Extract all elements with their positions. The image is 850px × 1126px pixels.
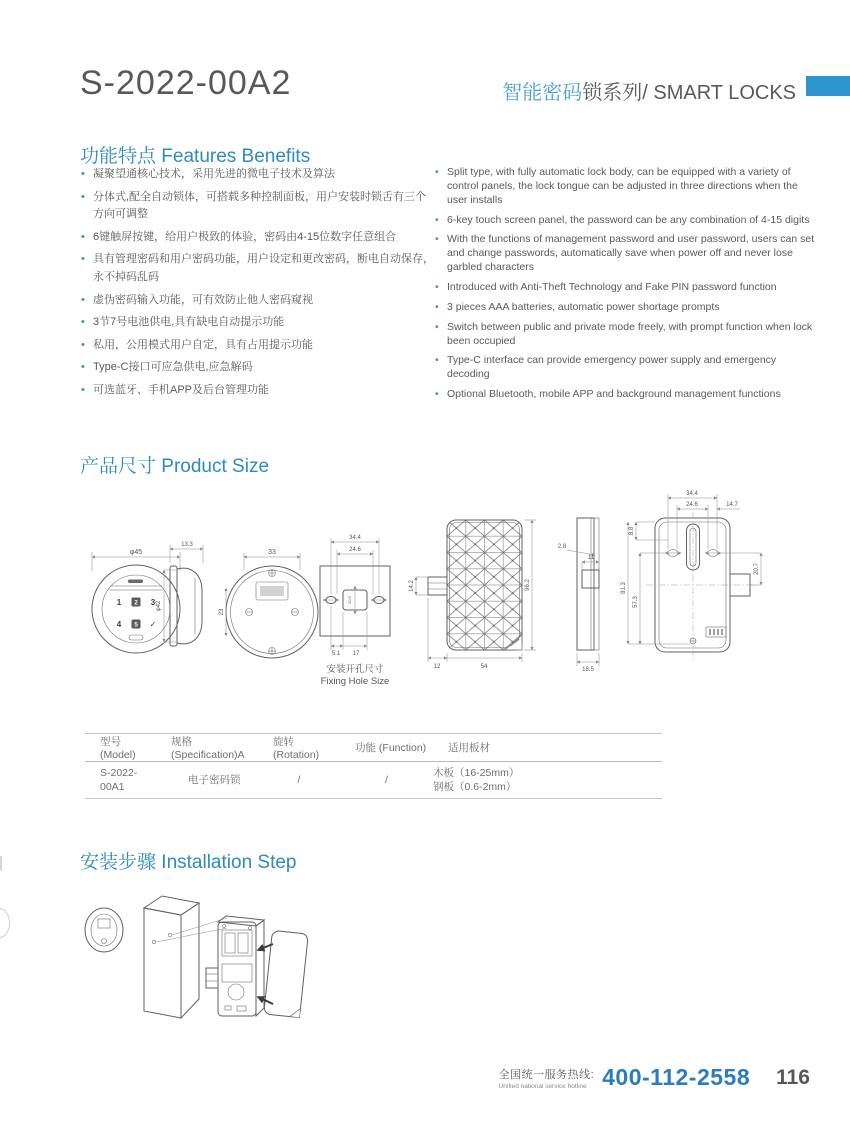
drawing-keypad-front [92,549,180,653]
dim-hole-b2: 17 [352,651,360,657]
feature-item-cn: • 虚伪密码输入功能，可有效防止他人密码窥视 [80,292,434,310]
feature-item-en: • Split type, with fully automatic lock body, can be equipped with a variety of control panels, the lock tongue can be adjusted in three directions when the user installs [434,166,816,208]
feature-item-cn: • 具有管理密码和用户密码功能，用户设定和更改密码，断电自动保存，永不掉码乱码 [80,251,434,286]
dim-back-w: 33 [268,549,276,556]
features-title-en: Features Benefits [161,146,311,167]
footer [0,1064,850,1091]
dim-body-tongue: 14.2 [409,580,415,592]
print-edge-artifact [0,908,10,938]
dim-back-r: 20.7 [754,563,760,575]
spec-table-row [85,762,662,799]
drawing-fixing-hole [320,535,390,687]
dim-front-dia: φ45 [129,549,143,556]
feature-item-cn: • 私用，公用模式用户自定，具有占用提示功能 [80,337,434,355]
keypad-key-3: 3 [150,598,156,607]
dim-back-w2: 24.6 [686,502,698,508]
dim-hole-b1: 5.1 [331,651,341,657]
feature-item-cn: • 6键触屏按键，给用户极致的体验，密码由4-15位数字任意组合 [80,229,434,247]
cell-material-line2: 钢板（0.6-2mm） [433,781,517,793]
feature-item-cn: • 凝聚望通核心技术，采用先进的微电子技术及算法 [80,166,434,184]
keypad-key-2: 2 [134,599,138,607]
feature-item-en: • Type-C interface can provide emergency power supply and emergency decoding [434,354,816,382]
hotline-number: 400-112-2558 [602,1064,751,1090]
keypad-key-1: 1 [116,598,122,607]
product-size-section-title [80,451,269,478]
dim-bodyside-b: 18.5 [582,667,594,673]
installation-section-title [80,847,297,874]
dim-side-w: 13.3 [181,542,193,548]
drawing-lockbody-back [621,491,761,660]
dim-body-b2: 54 [480,664,488,670]
cell-function: / [340,762,433,799]
series-title-highlight: 智能密码 [502,82,583,104]
feature-item-en: • 6-key touch screen panel, the password can be any combination of 4-15 digits [434,214,816,228]
features-section-title [80,141,310,168]
product-size-title-cn: 产品尺寸 [80,456,157,477]
page-number: 116 [776,1065,810,1089]
col-header-material: 适用板材 [433,734,662,762]
features-section [80,166,816,408]
cell-material [433,762,662,799]
install-cover-panel [264,930,309,1017]
product-size-drawings [80,478,850,713]
page-title-model: S-2022-00A2 [80,64,292,102]
feature-item-cn: • Type-C接口可应急供电,应急解码 [80,359,434,377]
installation-title-cn: 安装步骤 [80,852,157,873]
dim-back-w3: 14.7 [726,502,738,508]
dim-bodyside-w: 11 [587,555,595,561]
series-title-rest: 锁系列/ SMART LOCKS [582,82,796,104]
feature-item-en: • Introduced with Anti-Theft Technology and Fake PIN password function [434,281,816,295]
features-list-en [434,166,816,408]
installation-drawing [80,880,360,1060]
dim-hole-w1: 34.4 [349,535,361,541]
cell-spec: 电子密码锁 [156,762,258,799]
keypad-key-4: 4 [116,620,122,629]
install-door-panel [144,896,199,1018]
dim-hole-center: 20.5 [347,596,352,604]
drawing-keypad-back [219,549,318,658]
dim-back-w1: 34.4 [686,491,698,497]
feature-item-cn: • 可选蓝牙、手机APP及后台管理功能 [80,382,434,400]
series-title [502,76,796,105]
features-list-cn [80,166,434,408]
header-accent-box [806,76,850,96]
col-header-function: 功能 (Function) [340,734,433,762]
keypad-key-5: 5 [134,621,138,629]
fixing-hole-label-en: Fixing Hole Size [320,676,390,687]
dim-side-dia: φ42 [156,600,162,612]
hotline-label [499,1066,595,1090]
feature-item-en: • With the functions of management password and user password, users can set and change passwords, automatically save when power off and never lose garbled characters [434,233,816,275]
dim-back-t: 8.8 [629,526,635,536]
hotline-label-cn: 全国统一服务热线: [498,1068,595,1081]
feature-item-cn: • 分体式,配全自动锁体，可搭载多种控制面板，用户安装时锁舌有三个方向可调整 [80,189,434,224]
dim-bodyside-t: 2.8 [557,544,567,550]
drawing-keypad-side [156,542,203,646]
dim-body-h: 96.2 [525,579,531,591]
install-lock-body [206,916,264,1016]
col-header-rotation: 旋转 (Rotation) [258,734,340,762]
dim-body-b1: 12 [433,664,441,670]
cell-rotation: / [258,762,340,799]
cell-material-line1: 木板（16-25mm） [433,766,520,779]
product-size-title-en: Product Size [161,456,270,477]
drawing-lockbody-side [558,518,599,673]
col-header-spec: 规格 (Specification)A [156,734,258,762]
features-title-cn: 功能特点 [80,146,157,167]
print-edge-artifact [0,856,2,871]
dim-hole-w2: 24.6 [349,547,361,553]
dim-back-h1: 81.3 [621,582,627,594]
hotline-label-en: Unified national service hotline [498,1082,587,1090]
brand-logo-mark [128,580,143,584]
installation-title-en: Installation Step [161,852,297,873]
spec-table [85,733,662,799]
feature-item-en: • 3 pieces AAA batteries, automatic power shortage prompts [434,301,816,315]
dim-back-h: 23 [219,608,225,616]
dim-back-h2: 57.3 [633,596,639,608]
spec-table-header-row [85,734,662,762]
keypad-key-confirm: ✓ [149,620,157,629]
feature-item-en: • Optional Bluetooth, mobile APP and background management functions [434,388,816,402]
cell-model: S-2022-00A1 [85,762,156,799]
feature-item-cn: • 3节7号电池供电,具有缺电自动提示功能 [80,314,434,332]
install-keypad-disc [85,908,123,952]
col-header-model: 型号 (Model) [85,734,156,762]
drawing-lockbody-front [409,520,536,670]
feature-item-en: • Switch between public and private mode freely, with prompt function when lock been occupied [434,321,816,349]
fixing-hole-label-cn: 安装开孔尺寸 [326,664,384,675]
